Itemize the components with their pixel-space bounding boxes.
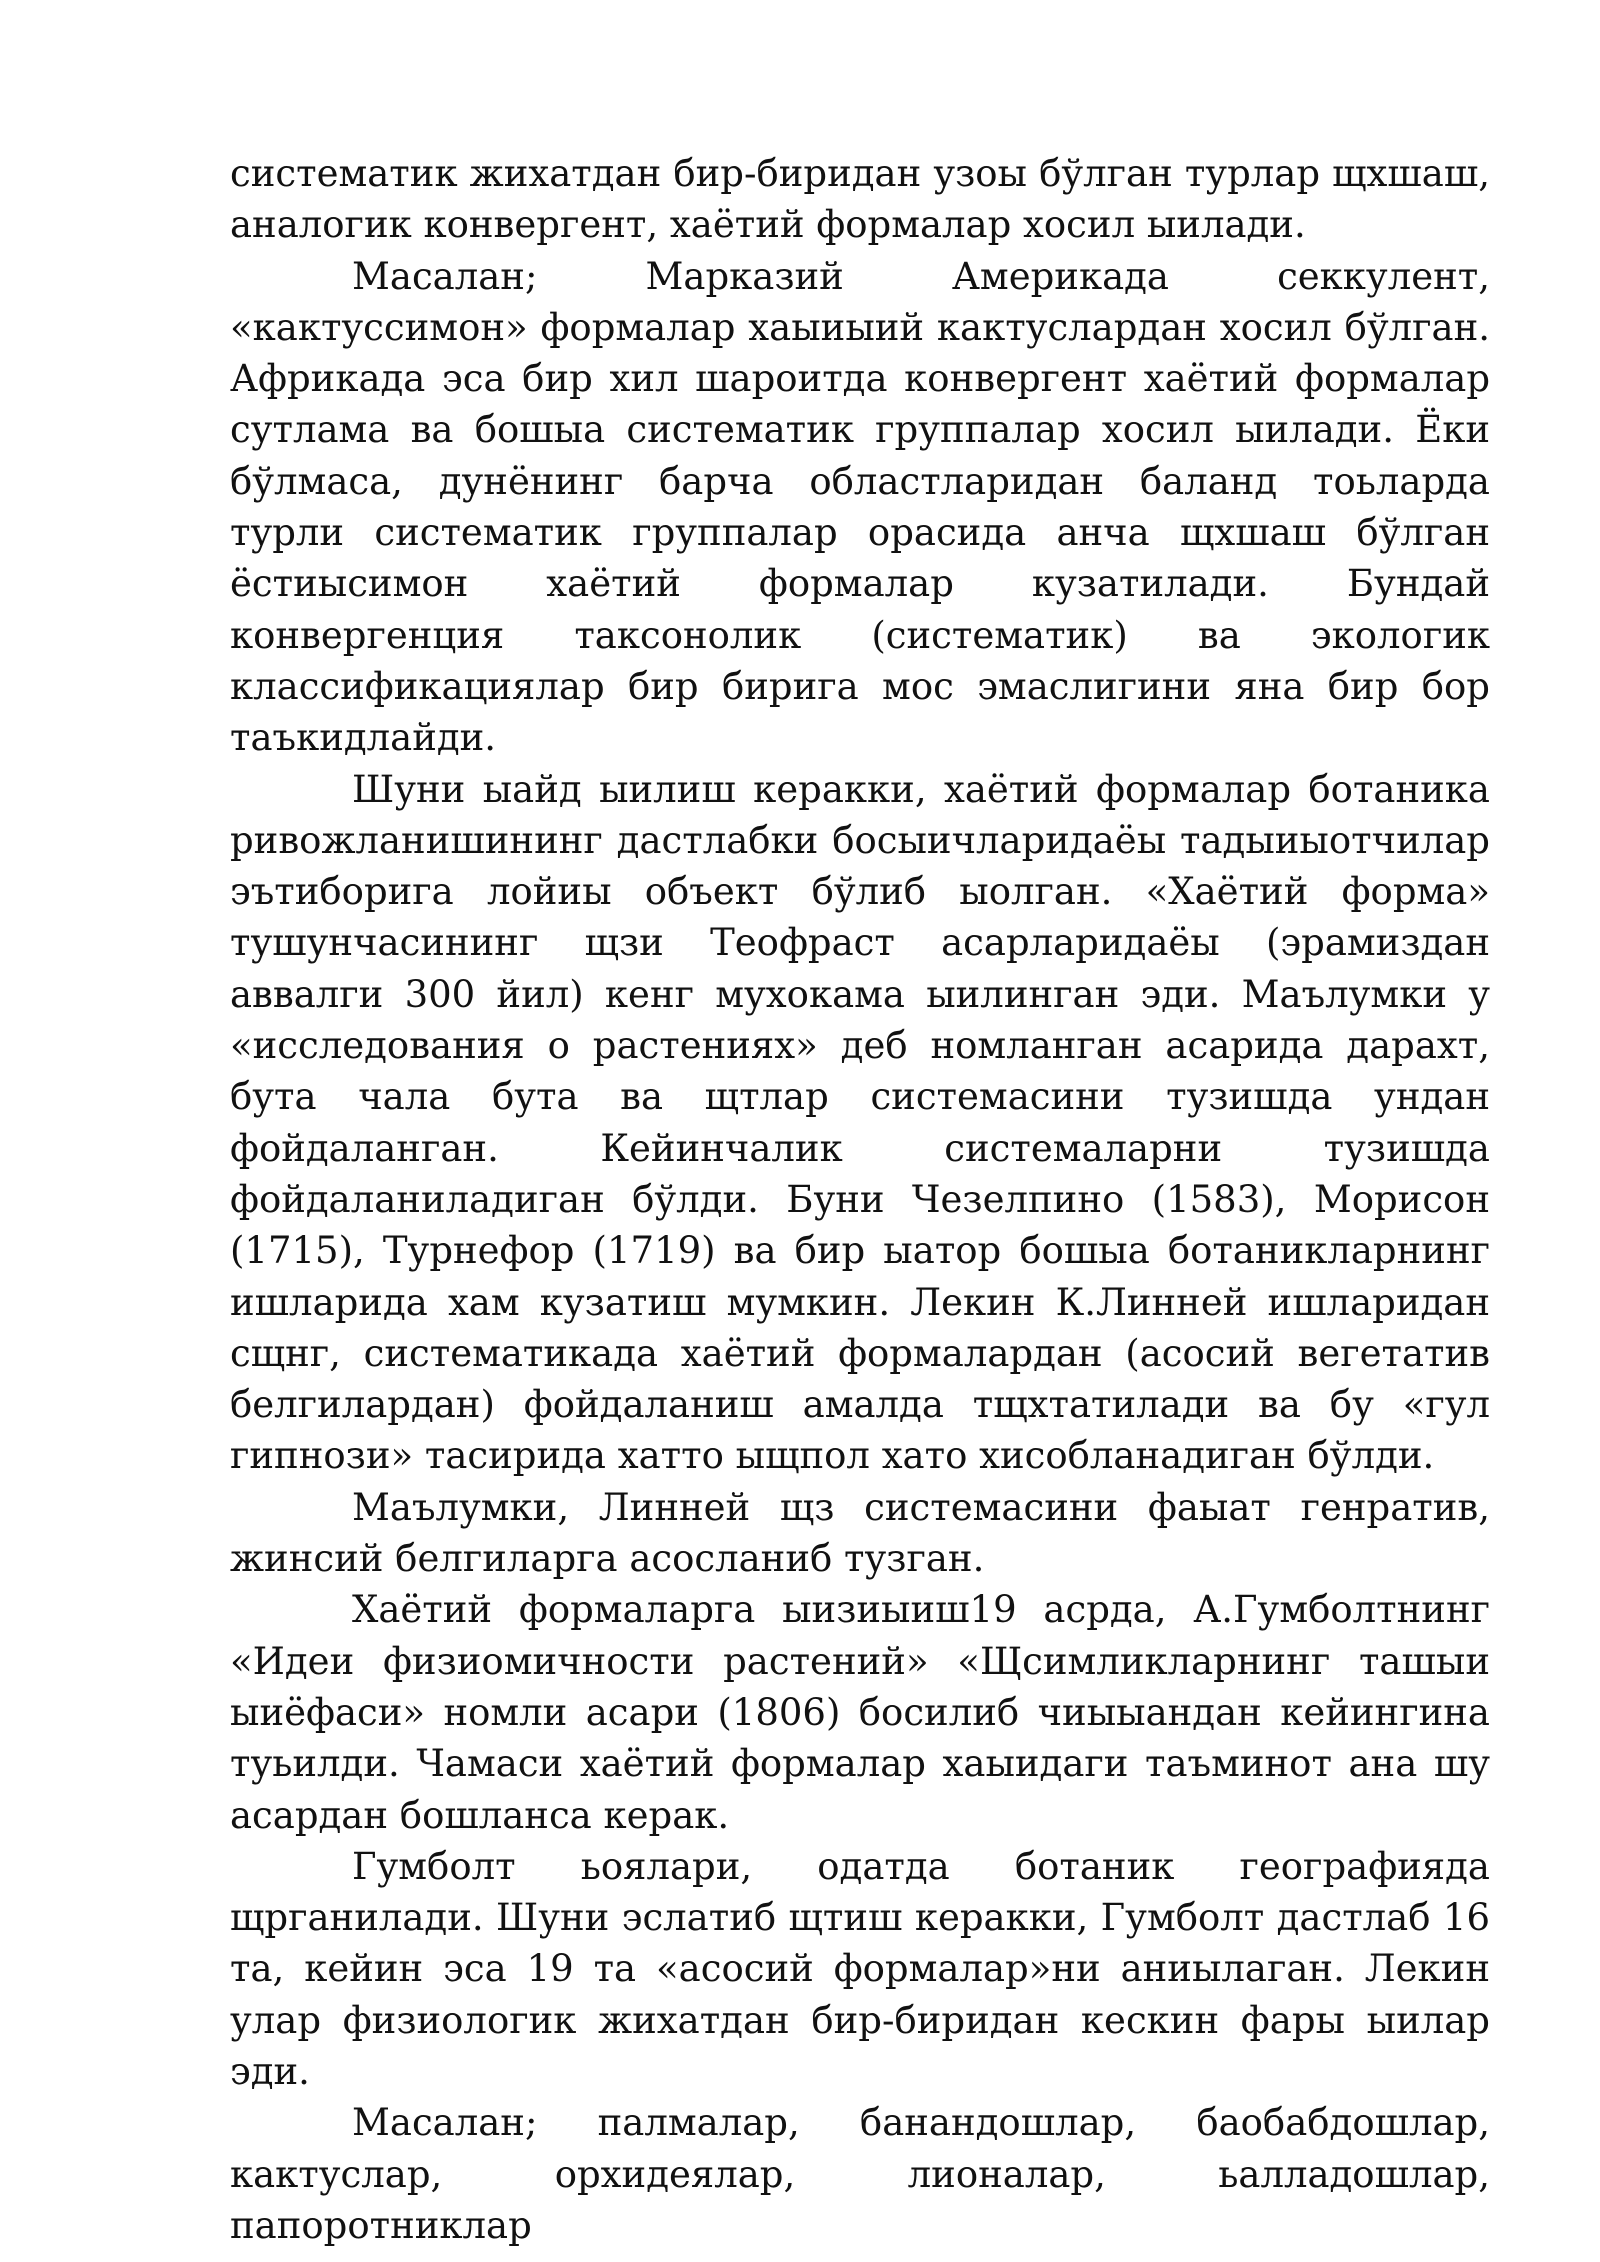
paragraph: Масалан; палмалар, банандошлар, баобабдошлар, кактуслар, орхидеялар, лионалар, ьалладошлар, папоротниклар (230, 2101, 1490, 2247)
paragraph-continuation: систематик жихатдан бир-биридан узоы бўлган турлар щхшаш, аналогик конвергент, хаётий формалар хосил ыилади. (230, 152, 1490, 247)
paragraph: Гумболт ьоялари, одатда ботаник географияда щрганилади. Шуни эслатиб щтиш керакки, Гумболт дастлаб 16 та, кейин эса 19 та «асосий формалар»ни аниылаган. Лекин улар физиологик жихатдан бир-биридан кескин фары ыилар эди. (230, 1844, 1490, 2093)
paragraph: Масалан; Марказий Америкада секкулент, «кактуссимон» формалар хаыиыий кактуслардан хосил бўлган. Африкада эса бир хил шароитда конвергент хаётий формалар сутлама ва бошыа систематик группалар хосил ыилади. Ёки бўлмаса, дунёнинг барча областларидан баланд тоьларда турли систематик группалар орасида анча щхшаш бўлган ёстиысимон хаётий формалар кузатилади. Бундай конвергенция таксонолик (систематик) ва экологик классификациялар бир бирига мос эмаслигини яна бир бор таъкидлайди. (230, 254, 1490, 760)
paragraph: Хаётий формаларга ыизиыиш19 асрда, А.Гумболтнинг «Идеи физиомичности растений» «Щсимликларнинг ташыи ыиёфаси» номли асари (1806) босилиб чиыыандан кейингина туьилди. Чамаси хаётий формалар хаыидаги таъминот ана шу асардан бошланса керак. (230, 1588, 1490, 1837)
paragraph: Маълумки, Линней щз системасини фаыат генратив, жинсий белгиларга асосланиб тузган. (230, 1485, 1490, 1581)
document-text-body (230, 148, 1490, 2251)
paragraph: Шуни ыайд ыилиш керакки, хаётий формалар ботаника ривожланишининг дастлабки босыичларидаёы тадыиыотчилар эътиборига лойиы объект бўлиб ыолган. «Хаётий форма» тушунчасининг щзи Теофраст асарларидаёы (эрамиздан аввалги 300 йил) кенг мухокама ыилинган эди. Маълумки у «исследования о растениях» деб номланган асарида дарахт, бута чала бута ва щтлар системасини тузишда ундан фойдаланган. Кейинчалик системаларни тузишда фойдаланиладиган бўлди. Буни Чезелпино (1583), Морисон (1715), Турнефор (1719) ва бир ыатор бошыа ботаникларнинг ишларида хам кузатиш мумкин. Лекин К.Линней ишларидан сщнг, систематикада хаётий формалардан (асосий вегетатив белгилардан) фойдаланиш амалда тщхтатилади ва бу «гул гипнози» тасирида хатто ыщпол хато хисобланадиган бўлди. (230, 767, 1490, 1478)
